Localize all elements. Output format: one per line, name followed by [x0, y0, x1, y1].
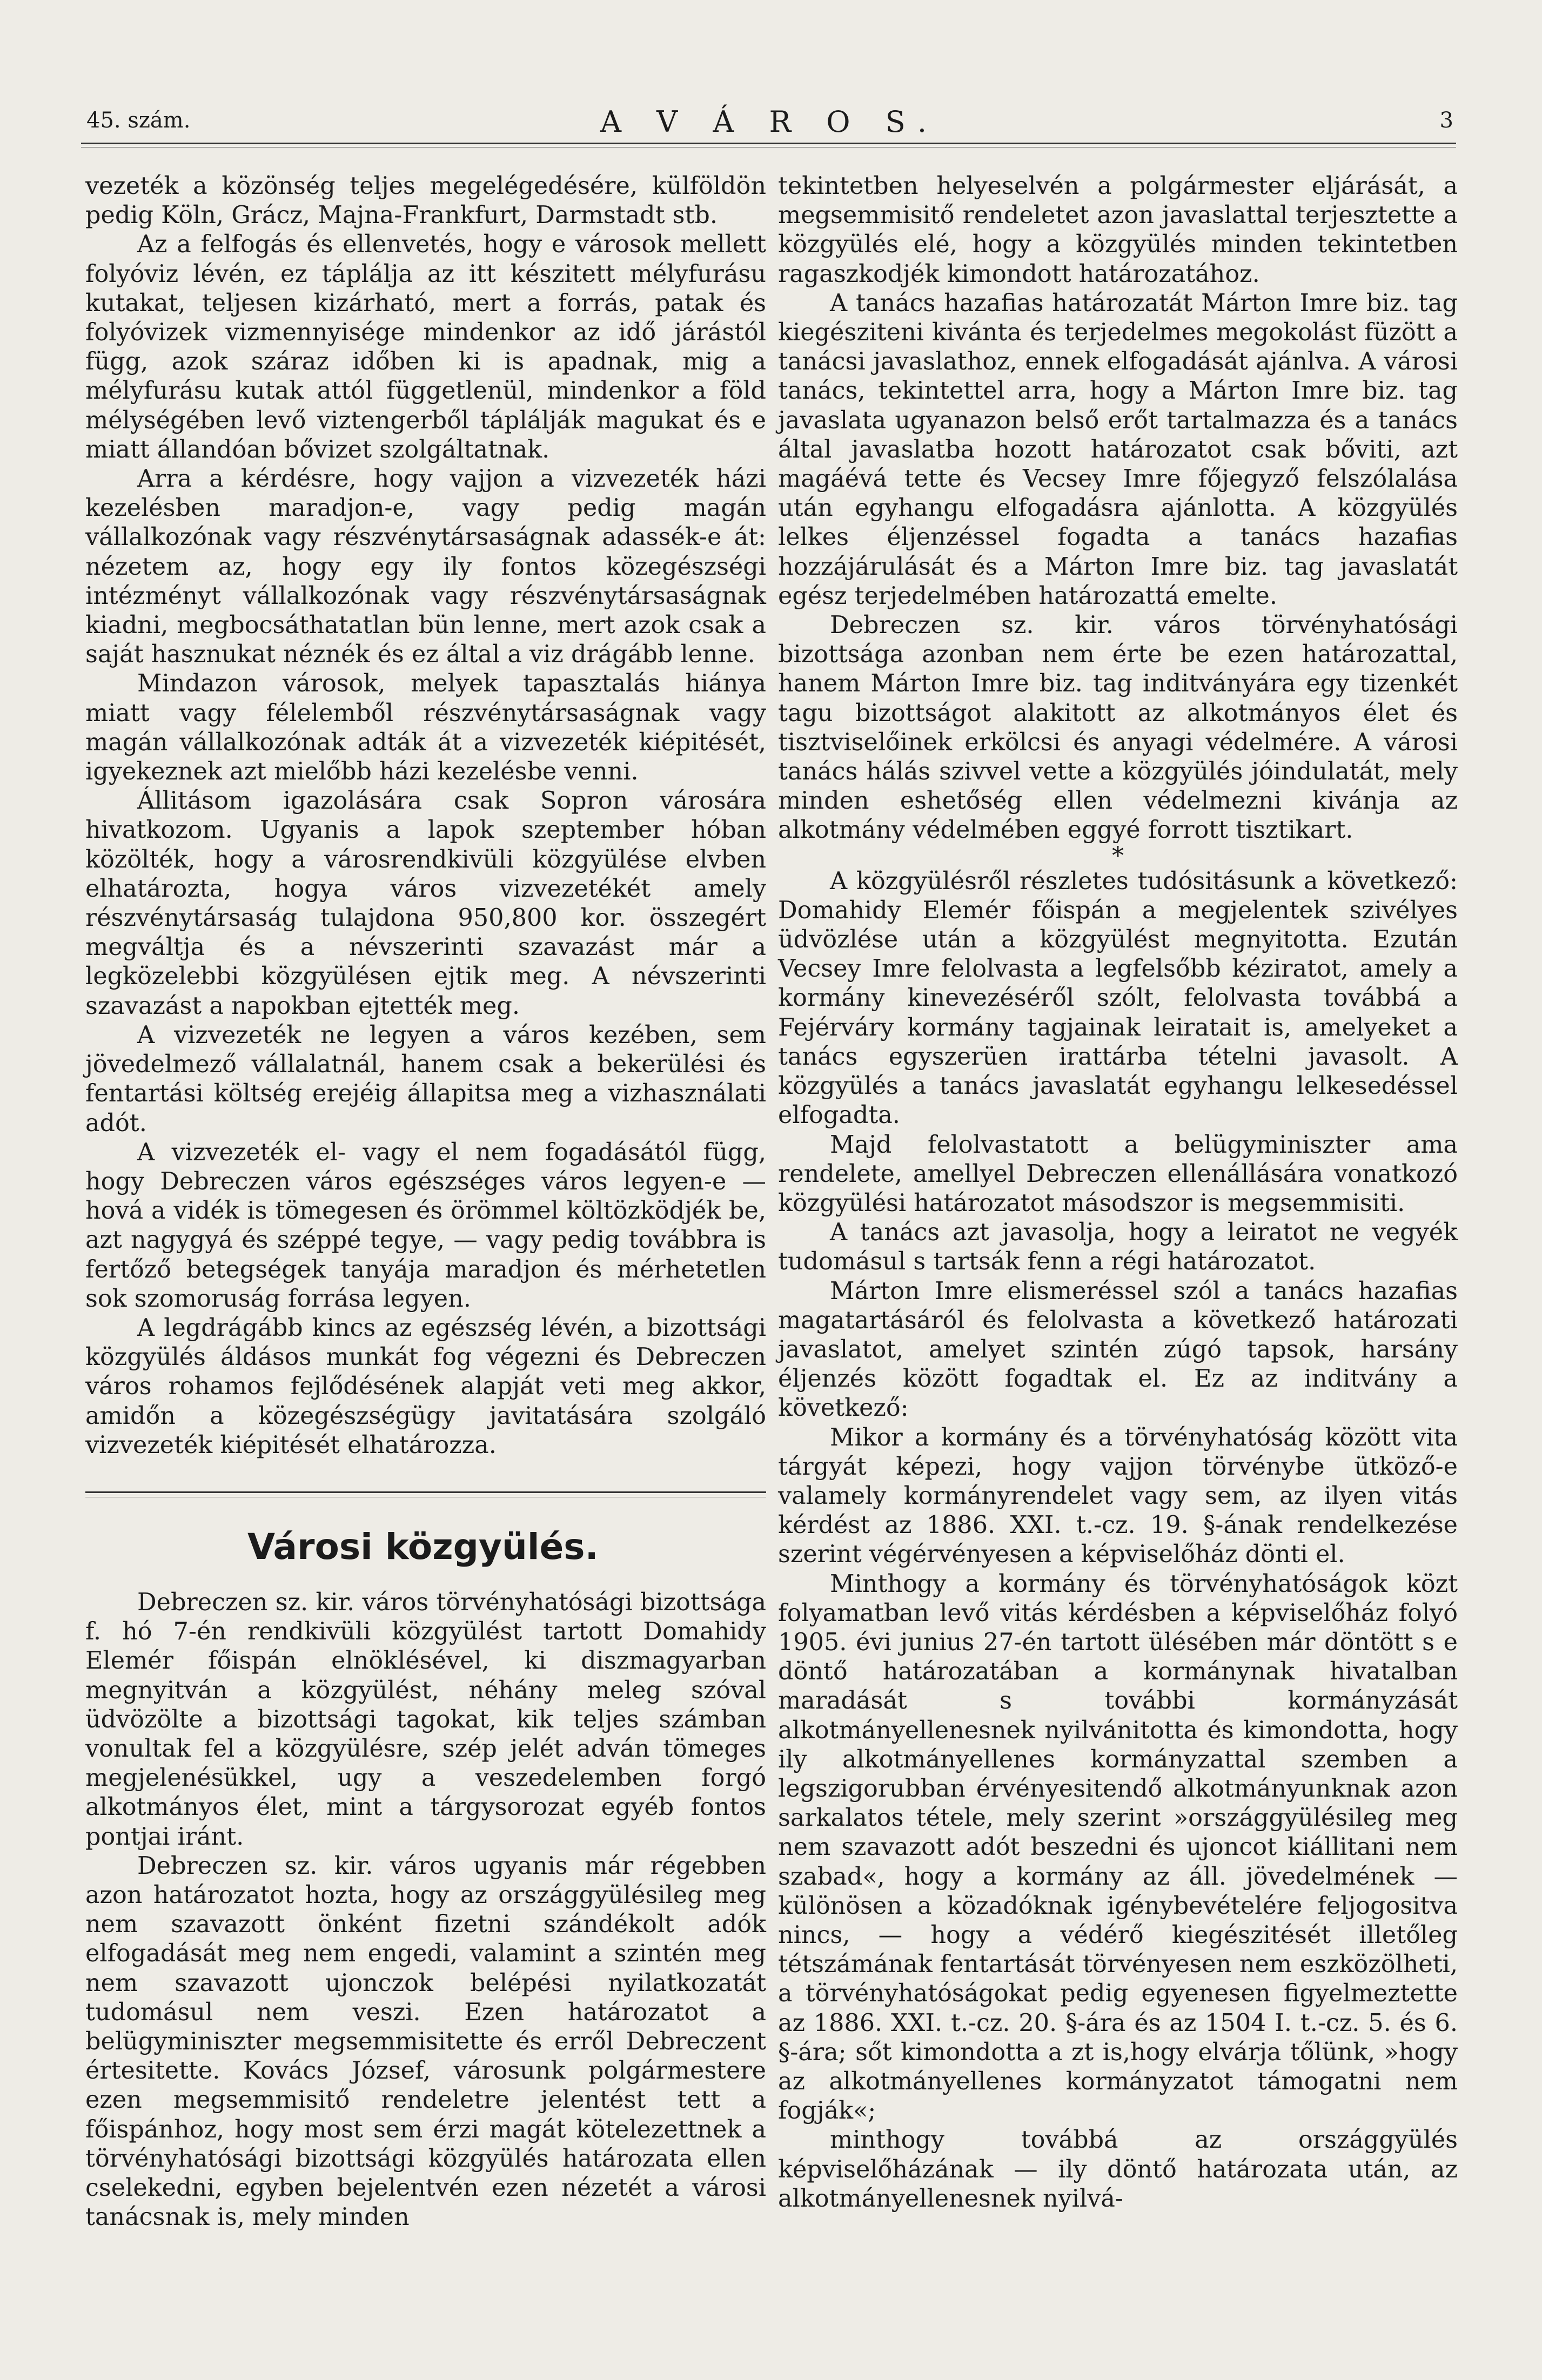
- right-column: [778, 172, 1458, 2214]
- paragraph: Mindazon városok, melyek tapasztalás hiánya miatt vagy félelemből részvénytársaságnak vagy magán vállalkozónak adták át a vizvezeték kiépitését, igyekeznek azt mielőbb házi kezelésbe venni.: [85, 670, 766, 786]
- page-header: [86, 105, 1453, 140]
- paragraph: A közgyülésről részletes tudósitásunk a következő: Domahidy Elemér főispán a megjelentek szivélyes üdvözlése után a közgyülést megnyitotta. Ezután Vecsey Imre felolvasta a legfelsőbb kéziratot, amely a kormány kinevezéséről szólt, felolvasta továbbá a Fejérváry kormány tagjainak leiratait is, amelyeket a tanács egyszerüen irattárba tételni javasolt. A közgyülés a tanács javaslatát egyhangu lelkesedéssel elfogadta.: [778, 867, 1458, 1130]
- paragraph: minthogy továbbá az országgyülés képviselőházának — ily döntő határozata után, az alkotmányellenesnek nyilvá-: [778, 2126, 1458, 2213]
- paragraph: A legdrágább kincs az egészség lévén, a bizottsági közgyülés áldásos munkát fog végezni és Debreczen város rohamos fejlődésének alapját veti meg akkor, amidőn a közegészségügy javitatására szolgáló vizvezeték kiépitését elhatározza.: [85, 1314, 766, 1459]
- issue-number: 45. szám.: [86, 108, 191, 133]
- newspaper-title: A V Á R O S.: [600, 105, 940, 139]
- section-divider: [85, 1491, 766, 1493]
- paragraph: A tanács hazafias határozatát Márton Imre biz. tag kiegésziteni kivánta és terjedelmes megokolást füzött a tanácsi javaslathoz, ennek elfogadását ajánlva. A városi tanács, tekintettel arra, hogy a Márton Imre biz. tag javaslata ugyanazon belső erőt tartalmazza és a tanács által javaslatba hozott határozatot csak bőviti, azt magáévá tette és Vecsey Imre főjegyző felszólalása után egyhangu elfogadásra ajánlotta. A közgyülés lelkes éljenzéssel fogadta a tanács hazafias hozzájárulását és a Márton Imre biz. tag javaslatát egész terjedelmében határozattá emelte.: [778, 289, 1458, 610]
- paragraph: Mikor a kormány és a törvényhatóság között vita tárgyát képezi, hogy vajjon törvénybe ütköző-e valamely kormányrendelet vagy sem, az ilyen vitás kérdést az 1886. XXI. t.-cz. 19. §-ának rendelkezése szerint végérvényesen a képviselőház dönti el.: [778, 1423, 1458, 1569]
- left-column: [85, 172, 766, 2232]
- paragraph: A tanács azt javasolja, hogy a leiratot ne vegyék tudomásul s tartsák fenn a régi határozatot.: [778, 1219, 1458, 1276]
- paragraph: A vizvezeték ne legyen a város kezében, sem jövedelmező vállalatnál, hanem csak a bekerülési és fentartási költség erejéig állapitsa meg a vizhasználati adót.: [85, 1021, 766, 1137]
- paragraph: Minthogy a kormány és törvényhatóságok közt folyamatban levő vitás kérdésben a képviselőház folyó 1905. évi junius 27-én tartott ülésében már döntött s e döntő határozatában a kormánynak hivatalban maradását s további kormányzását alkotmányellenesnek nyilvánitotta és kimondotta, hogy ily alkotmányellenes kormányzattal szemben a legszigorubban érvényesitendő alkotmányunknak azon sarkalatos tétele, mely szerint »országgyülésileg meg nem szavazott adót beszedni és ujoncot kiállitani nem szabad«, hogy a kormány az áll. jövedelmének — különösen a közadóknak igénybevételére feljogositva nincs, — hogy a védérő kiegészitését illetőleg tétszámának fentartását törvényesen nem eszközölheti, a törvényhatóságokat pedig egyenesen figyelmeztette az 1886. XXI. t.-cz. 20. §-ára és az 1504 I. t.-cz. 5. és 6. §-ára; sőt kimondotta a zt is,hogy elvárja tőlünk, »hogy az alkotmányellenes kormányzatot támogatni nem fogják«;: [778, 1570, 1458, 2125]
- paragraph: Debreczen sz. kir. város ugyanis már régebben azon határozatot hozta, hogy az országgyülésileg meg nem szavazott önként fizetni szándékolt adók elfogadását meg nem engedi, valamint a szintén meg nem szavazott ujonczok belépési nyilatkozatát tudomásul nem veszi. Ezen határozatot a belügyminiszter megsemmisitette és erről Debreczent értesitette. Kovács József, városunk polgármestere ezen megsemmisitő rendeletre jelentést tett a főispánhoz, hogy most sem érzi magát kötelezettnek a törvényhatósági bizottsági közgyülés határozata ellen cselekedni, egyben bejelentvén ezen nézetét a városi tanácsnak is, mely minden: [85, 1852, 766, 2231]
- paragraph: Arra a kérdésre, hogy vajjon a vizvezeték házi kezelésben maradjon-e, vagy pedig magán vállalkozónak vagy részvénytársaságnak adassék-e át: nézetem az, hogy egy ily fontos közegészségi intézményt vállalkozónak vagy részvénytársaságnak kiadni, megbocsáthatatlan bün lenne, mert azok csak a saját hasznukat néznék és ez által a viz drágább lenne.: [85, 465, 766, 669]
- paragraph: Márton Imre elismeréssel szól a tanács hazafias magatartásáról és felolvasta a következő határozati javaslatot, amelyet szintén zúgó tapsok, harsány éljenzés között fogadtak el. Ez az inditvány a következő:: [778, 1277, 1458, 1422]
- paragraph: tekintetben helyeselvén a polgármester eljárását, a megsemmisitő rendeletet azon javaslattal terjesztette a közgyülés elé, hogy a közgyülés minden tekintetben ragaszkodjék kimondott határozatához.: [778, 172, 1458, 288]
- paragraph: Állitásom igazolására csak Sopron városára hivatkozom. Ugyanis a lapok szeptember hóban közölték, hogy a városrendkivüli közgyülése elvben elhatározta, hogya város vizvezetékét amely részvénytársaság tulajdona 950,800 kor. összegért megváltja és a névszerinti szavazást már a legközelebbi közgyülésen ejtik meg. A névszerinti szavazást a napokban ejtették meg.: [85, 787, 766, 1020]
- paragraph: vezeték a közönség teljes megelégedésére, külföldön pedig Köln, Grácz, Majna-Frankfurt, Darmstadt stb.: [85, 172, 766, 230]
- paragraph: A vizvezeték el- vagy el nem fogadásától függ, hogy Debreczen város egészséges város legyen-e — hová a vidék is tömegesen és örömmel költözködjék be, azt nagygyá és széppé tegye, — vagy pedig továbbra is fertőző betegségek tanyája maradjon és mérhetetlen sok szomoruság forrása legyen.: [85, 1138, 766, 1313]
- section-asterisk: *: [1112, 842, 1124, 870]
- paragraph: Debreczen sz. kir. város törvényhatósági bizottsága azonban nem érte be ezen határozattal, hanem Márton Imre biz. tag inditványára egy tizenkét tagu bizottságot alakitott az alkotmányos élet és tisztviselőinek erkölcsi és anyagi védelmére. A városi tanács hálás szivvel vette a közgyülés jóindulatát, mely minden eshetőség ellen védelmezni kivánja az alkotmány védelmében eggyé forrott tisztikart.: [778, 611, 1458, 844]
- page-number: 3: [1439, 108, 1453, 133]
- paragraph: Majd felolvastatott a belügyminiszter ama rendelete, amellyel Debreczen ellenállására vonatkozó közgyülési határozatot másodszor is megsemmisiti.: [778, 1131, 1458, 1217]
- paragraph: Debreczen sz. kir. város törvényhatósági bizottsága f. hó 7-én rendkivüli közgyülést tartott Domahidy Elemér főispán elnöklésével, ki diszmagyarban megnyitván a közgyülést, néhány meleg szóval üdvözölte a bizottsági tagokat, kik teljes számban vonultak fel a közgyülésre, szép jelét adván tömeges megjelenésükkel, ugy a veszedelemben forgó alkotmányos élet, mint a tárgysorozat egyéb fontos pontjai iránt.: [85, 1588, 766, 1851]
- section-title: Városi közgyülés.: [247, 1525, 599, 1568]
- paragraph: Az a felfogás és ellenvetés, hogy e városok mellett folyóviz lévén, ez táplálja az itt készitett mélyfurásu kutakat, teljesen kizárható, mert a forrás, patak és folyóvizek vizmennyisége mindenkor az idő járástól függ, azok száraz időben ki is apadnak, mig a mélyfurásu kutak attól függetlenül, mindenkor a föld mélységében levő viztengerből táplálják magukat és e miatt állandóan bővizet szolgáltatnak.: [85, 231, 766, 463]
- header-rule: [81, 143, 1456, 144]
